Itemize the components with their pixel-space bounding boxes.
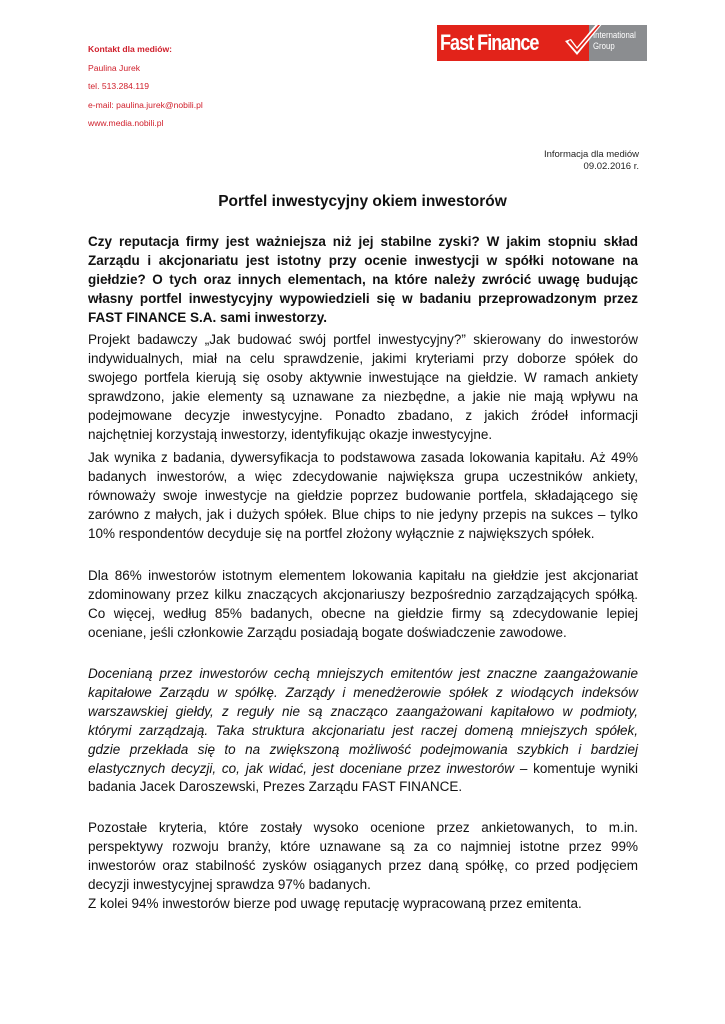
paragraph-project: Projekt badawczy „Jak budować swój portfel inwestycyjny?” skierowany do inwestorów indywidualnych, miał na celu sprawdzenie, jakimi kryteriami przy doborze spółek do swojego portfela kierują się osoby aktywnie inwestujące na giełdzie. W ramach ankiety sprawdzono, jakie elementy są uznawane za niezbędne, a jakie nie mają wpływu na podejmowane decyzje inwestycyjne. Ponadto zbadano, z jakich źródeł informacji najchętniej korzystają inwestorzy, identyfikując okazje inwestycyjne. [88,332,638,442]
info-label: Informacja dla mediów [543,149,639,160]
media-contact [88,40,203,133]
quote-attribution: – komentuje wyniki badania Jacek Daroszewski, Prezes Zarządu FAST FINANCE. [88,760,639,795]
media-info-block [544,149,639,173]
paragraph-shareholders: Dla 86% inwestorów istotnym elementem lokowania kapitału na giełdzie jest akcjonariat zdominowany przez kilku znaczących akcjonariuszy bezpośrednio zarządzających spółką. Co więcej, według 85% badanych, obecne na giełdzie firmy są zdecydowanie lepiej oceniane, jeśli członkowie Zarządu posiadają bogate doświadczenie zawodowe. [88,568,638,640]
contact-website[interactable]: www.media.nobili.pl [88,118,164,128]
paragraph-quote [88,665,638,797]
paragraph-other-criteria [88,819,638,914]
paragraph-diversification: Jak wynika z badania, dywersyfikacja to podstawowa zasada lokowania kapitału. Aż 49% badanych inwestorów, a więc zdecydowanie największa grupa uczestników ankiety, równoważy swoje inwestycje na giełdzie poprzez budowanie portfela, składającego się zarówno z małych, jak i dużych spółek. Blue chips to nie jedyny przepis na sukces – tylko 10% respondentów decyduje się na portfel złożony wyłącznie z największych spółek. [88,450,638,541]
logo-brand-text: Fast Finance [440,30,539,55]
quote-text: Docenianą przez inwestorów cechą mniejszych emitentów jest znaczne zaangażowanie kapitałowe Zarządu w spółkę. Zarządy i menedżerowie spółek z wiodących indeksów warszawskiej giełdy, z reguły nie są znacząco zaangażowani kapitałowo w podmioty, którymi zarządzają. Taka struktura akcjonariatu jest raczej domeną mniejszych spółek, gdzie przekłada się to na zwiększoną możliwość podejmowania szybkich i bardziej elastycznych decyzji, co, jak widać, jest doceniane przez inwestorów [88,666,638,776]
contact-phone: tel. 513.284.119 [88,81,150,91]
logo-line2: Group [593,41,615,52]
lead-paragraph: Czy reputacja firmy jest ważniejsza niż jej stabilne zyski? W jakim stopniu skład Zarządu i akcjonariatu jest istotny przy ocenie inwestycji w spółki notowane na giełdzie? O tych oraz innych elementach, na które należy zwrócić uwagę budując własny portfel inwestycyjny wypowiedzieli się w badaniu przeprowadzonym przez FAST FINANCE S.A. sami inwestorzy. [88,234,638,325]
contact-name: Paulina Jurek [88,62,141,73]
info-date: 09.02.2016 r. [583,161,639,172]
page-title: Portfel inwestycyjny okiem inwestorów [218,193,507,210]
logo-line1: International [593,30,636,41]
fast-finance-logo [437,25,647,61]
checkmark-icon [563,21,605,61]
other-criteria-last-line: Z kolei 94% inwestorów bierze pod uwagę reputację wypracowaną przez emitenta. [88,895,582,911]
contact-heading: Kontakt dla mediów: [88,44,173,54]
contact-email[interactable]: e-mail: paulina.jurek@nobili.pl [88,99,203,110]
other-criteria-text: Pozostałe kryteria, które zostały wysoko ocenione przez ankietowanych, to m.in. perspektywy rozwoju branży, które uznawane są za co najmniej istotne przez 99% inwestorów oraz stabilność zysków osiąganych przez daną spółkę, co przed podjęciem decyzji inwestycyjnej sprawdza 97% badanych. [88,820,638,892]
